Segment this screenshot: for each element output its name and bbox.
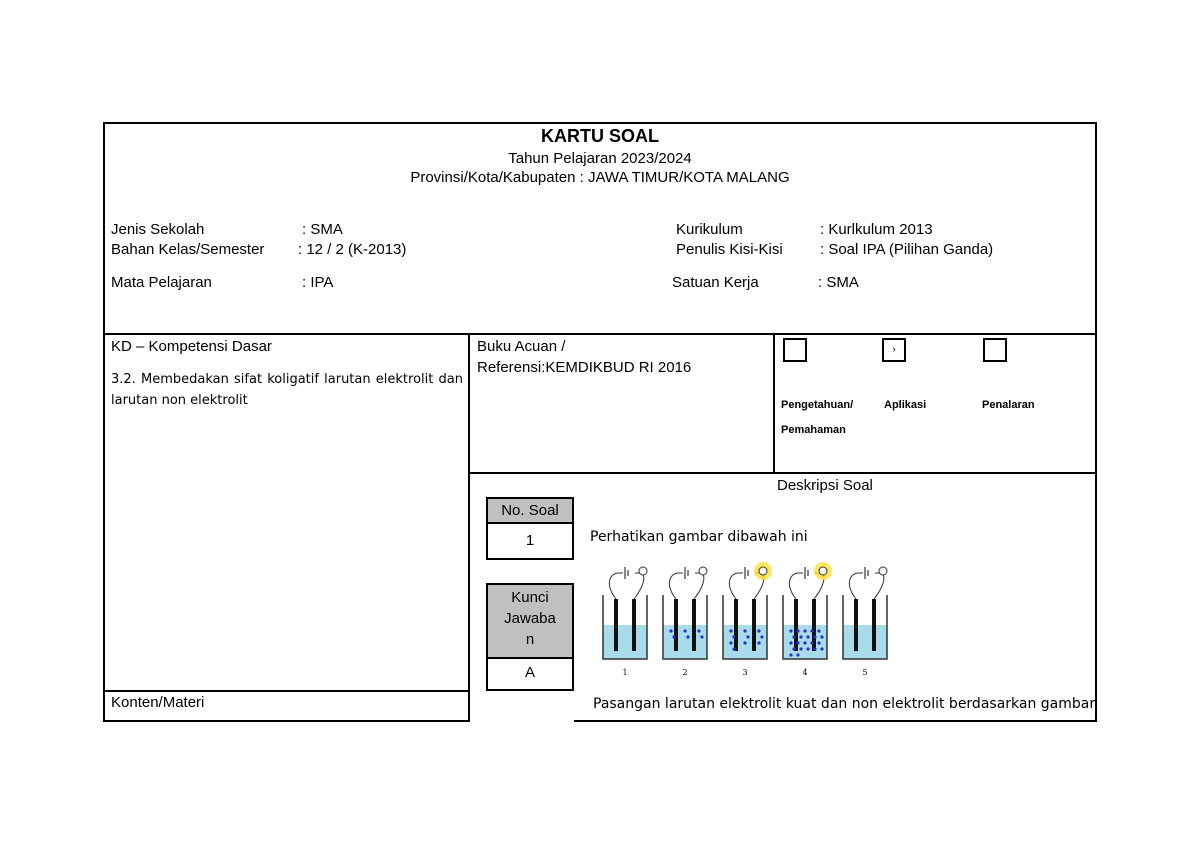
ion-dot [686, 635, 689, 638]
lamp-bulb [639, 567, 647, 575]
aplikasi-label: Aplikasi [884, 399, 927, 411]
buku-acuan-label: Buku Acuan / [477, 338, 566, 355]
ion-dot [683, 629, 686, 632]
kd-text: 3.2. Membedakan sifat koligatif larutan elektrolit dan larutan non elektrolit [111, 372, 463, 408]
ion-dot [796, 641, 799, 644]
pengetahuan-label: Pengetahuan/ [781, 399, 854, 411]
no-soal-label: No. Soal [486, 497, 574, 524]
ion-dot [746, 635, 749, 638]
kelas-semester-label: Bahan Kelas/Semester [111, 241, 265, 258]
wire-left [669, 573, 683, 599]
kunci-jawaban-label [486, 583, 574, 659]
beaker-label: 1 [622, 668, 628, 677]
penalaran-label: Penalaran [982, 399, 1035, 411]
ion-dot [810, 641, 813, 644]
lamp-bulb [819, 567, 827, 575]
wire-right [694, 573, 704, 599]
lamp-bulb [759, 567, 767, 575]
ion-dot [743, 629, 746, 632]
electrode-right [692, 599, 696, 651]
electrode-right [752, 599, 756, 651]
electrode-left [674, 599, 678, 651]
ion-dot [817, 641, 820, 644]
kunci-jawaban-value: A [486, 657, 574, 691]
no-soal-value: 1 [486, 522, 574, 560]
ion-dot [803, 641, 806, 644]
ion-dot [806, 647, 809, 650]
ion-dot [810, 629, 813, 632]
beaker-label: 2 [682, 668, 688, 677]
electrode-right [872, 599, 876, 651]
ion-dot [729, 629, 732, 632]
deskripsi-soal-heading: Deskripsi Soal [777, 477, 873, 494]
satuan-kerja-value: : SMA [818, 274, 859, 291]
kunci-label-line3: n [525, 631, 535, 648]
lamp-bulb [879, 567, 887, 575]
ion-dot [803, 629, 806, 632]
academic-year: Tahun Pelajaran 2023/2024 [508, 150, 692, 167]
ion-dot [757, 641, 760, 644]
aplikasi-checkbox[interactable]: › [882, 338, 906, 362]
wire-left [849, 573, 863, 599]
kunci-label-line2: Jawaba [504, 610, 556, 627]
divider-konten [103, 690, 470, 692]
region-line: Provinsi/Kota/Kabupaten : JAWA TIMUR/KOTA MALANG [410, 169, 790, 186]
kd-heading: KD – Kompetensi Dasar [111, 338, 272, 355]
ion-dot [757, 629, 760, 632]
mata-pelajaran-label: Mata Pelajaran [111, 274, 212, 291]
referensi-label: Referensi:KEMDIKBUD RI 2016 [477, 359, 692, 376]
ion-dot [729, 641, 732, 644]
ion-dot [760, 635, 763, 638]
ion-dot [789, 653, 792, 656]
ion-dot [813, 647, 816, 650]
ion-dot [820, 647, 823, 650]
wire-right [874, 573, 884, 599]
jenis-sekolah-label: Jenis Sekolah [111, 221, 205, 238]
ion-dot [672, 635, 675, 638]
pengetahuan-checkbox[interactable] [783, 338, 807, 362]
kurikulum-label: Kurikulum [676, 221, 743, 238]
kurikulum-value: : Kurlkulum 2013 [820, 221, 933, 238]
bottom-gap [470, 712, 574, 724]
ion-dot [813, 635, 816, 638]
mata-pelajaran-value: : IPA [302, 274, 334, 291]
kelas-semester-value: : 12 / 2 (K-2013) [298, 241, 407, 258]
ion-dot [799, 647, 802, 650]
satuan-kerja-label: Satuan Kerja [672, 274, 759, 291]
electrode-left [734, 599, 738, 651]
electrode-left [854, 599, 858, 651]
jenis-sekolah-value: : SMA [302, 221, 343, 238]
ion-dot [792, 635, 795, 638]
penulis-value: : Soal IPA (Pilihan Ganda) [820, 241, 994, 258]
beaker-label: 4 [802, 668, 808, 677]
wire-left [609, 573, 623, 599]
ion-dot [669, 629, 672, 632]
question-text: Pasangan larutan elektrolit kuat dan non elektrolit berdasarkan gambar [593, 696, 1096, 712]
beaker-solution [603, 625, 647, 659]
wire-left [789, 573, 803, 599]
electrolyte-figure [585, 555, 895, 680]
ion-dot [796, 629, 799, 632]
card-title: KARTU SOAL [541, 126, 659, 146]
beaker-label: 3 [742, 668, 748, 677]
ion-dot [792, 647, 795, 650]
beaker-solution [843, 625, 887, 659]
divider-info [103, 333, 1097, 335]
ion-dot [789, 641, 792, 644]
divider-levels [773, 333, 775, 473]
beaker-label: 5 [862, 668, 868, 677]
ion-dot [796, 653, 799, 656]
ion-dot [732, 647, 735, 650]
ion-dot [789, 629, 792, 632]
divider-deskripsi [468, 472, 1097, 474]
ion-dot [806, 635, 809, 638]
ion-dot [732, 635, 735, 638]
divider-left-column [468, 333, 470, 722]
ion-dot [697, 629, 700, 632]
ion-dot [799, 635, 802, 638]
instruction-text: Perhatikan gambar dibawah ini [590, 529, 808, 545]
penulis-label: Penulis Kisi-Kisi [676, 241, 783, 258]
pemahaman-label: Pemahaman [781, 424, 846, 436]
wire-right [634, 573, 644, 599]
electrode-right [632, 599, 636, 651]
ion-dot [820, 635, 823, 638]
ion-dot [700, 635, 703, 638]
ion-dot [743, 641, 746, 644]
wire-left [729, 573, 743, 599]
konten-materi-heading: Konten/Materi [111, 694, 205, 711]
penalaran-checkbox[interactable] [983, 338, 1007, 362]
lamp-bulb [699, 567, 707, 575]
kunci-label-line1: Kunci [511, 589, 549, 606]
ion-dot [817, 629, 820, 632]
electrode-left [614, 599, 618, 651]
